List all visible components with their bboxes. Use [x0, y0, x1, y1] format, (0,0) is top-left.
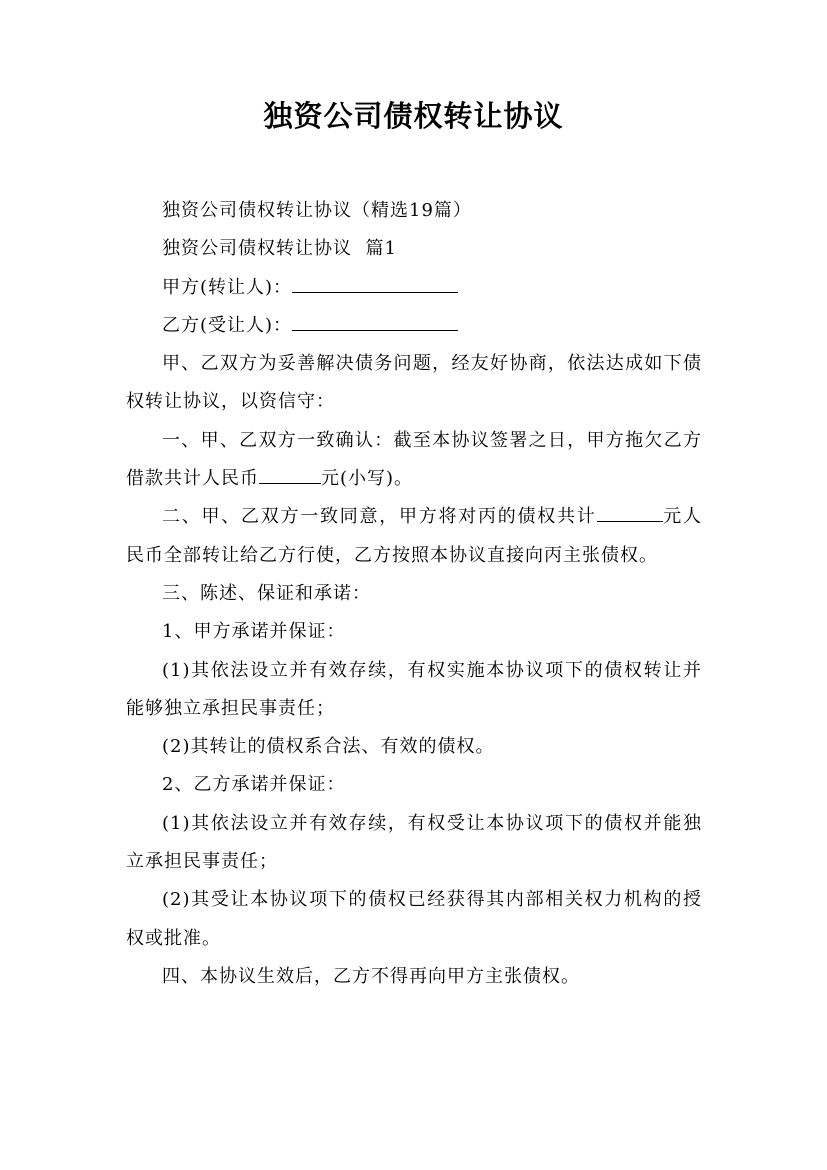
clause-4: 四、本协议生效后，乙方不得再向甲方主张债权。 [162, 965, 580, 987]
intro-paragraph: 甲、乙双方为妥善解决债务问题，经友好协商，依法达成如下债权转让协议，以资信守： [126, 353, 702, 413]
section-heading: 独资公司债权转让协议 篇1 [162, 238, 397, 260]
item-b-2: (2)其受让本协议项下的债权已经获得其内部相关权力机构的授权或批准。 [126, 889, 702, 949]
clause-2-text: 二、甲、乙双方一致同意，甲方将对丙的债权共计 [162, 506, 597, 528]
party-b-label: 乙方(受让人)： [162, 314, 293, 336]
subtitle: 独资公司债权转让协议（精选19篇） [162, 200, 472, 221]
clause-1-amount-blank [259, 464, 321, 484]
party-b-blank [292, 311, 458, 331]
item-a-2: (2)其转让的债权系合法、有效的债权。 [162, 736, 495, 758]
clause-2-suffix: 元人民币全部转让给乙方行使，乙方按照本协议直接向丙主张债权。 [126, 506, 702, 566]
item-a-1: (1)其依法设立并有效存续，有权实施本协议项下的债权转让并能够独立承担民事责任； [126, 659, 702, 719]
party-a-blank [292, 273, 458, 293]
document-title: 独资公司债权转让协议 [263, 99, 564, 133]
clause-2-amount-blank [597, 502, 663, 522]
clause-1-text: 一、甲、乙双方一致确认：截至本协议签署之日，甲方拖欠乙方借款共计人民币 [126, 429, 702, 490]
item-a-heading: 1、甲方承诺并保证： [162, 621, 346, 643]
clause-1 [126, 422, 702, 499]
party-b-line [126, 307, 702, 345]
party-a-line [126, 269, 702, 307]
clause-3-heading: 三、陈述、保证和承诺： [162, 582, 371, 604]
party-a-label: 甲方(转让人)： [162, 276, 293, 298]
item-b-1: (1)其依法设立并有效存续，有权受让本协议项下的债权并能独立承担民事责任； [126, 812, 702, 873]
document-body [126, 192, 702, 996]
clause-1-suffix: 元(小写)。 [321, 468, 414, 490]
clause-2 [126, 498, 702, 575]
item-b-heading: 2、乙方承诺并保证： [162, 774, 346, 796]
